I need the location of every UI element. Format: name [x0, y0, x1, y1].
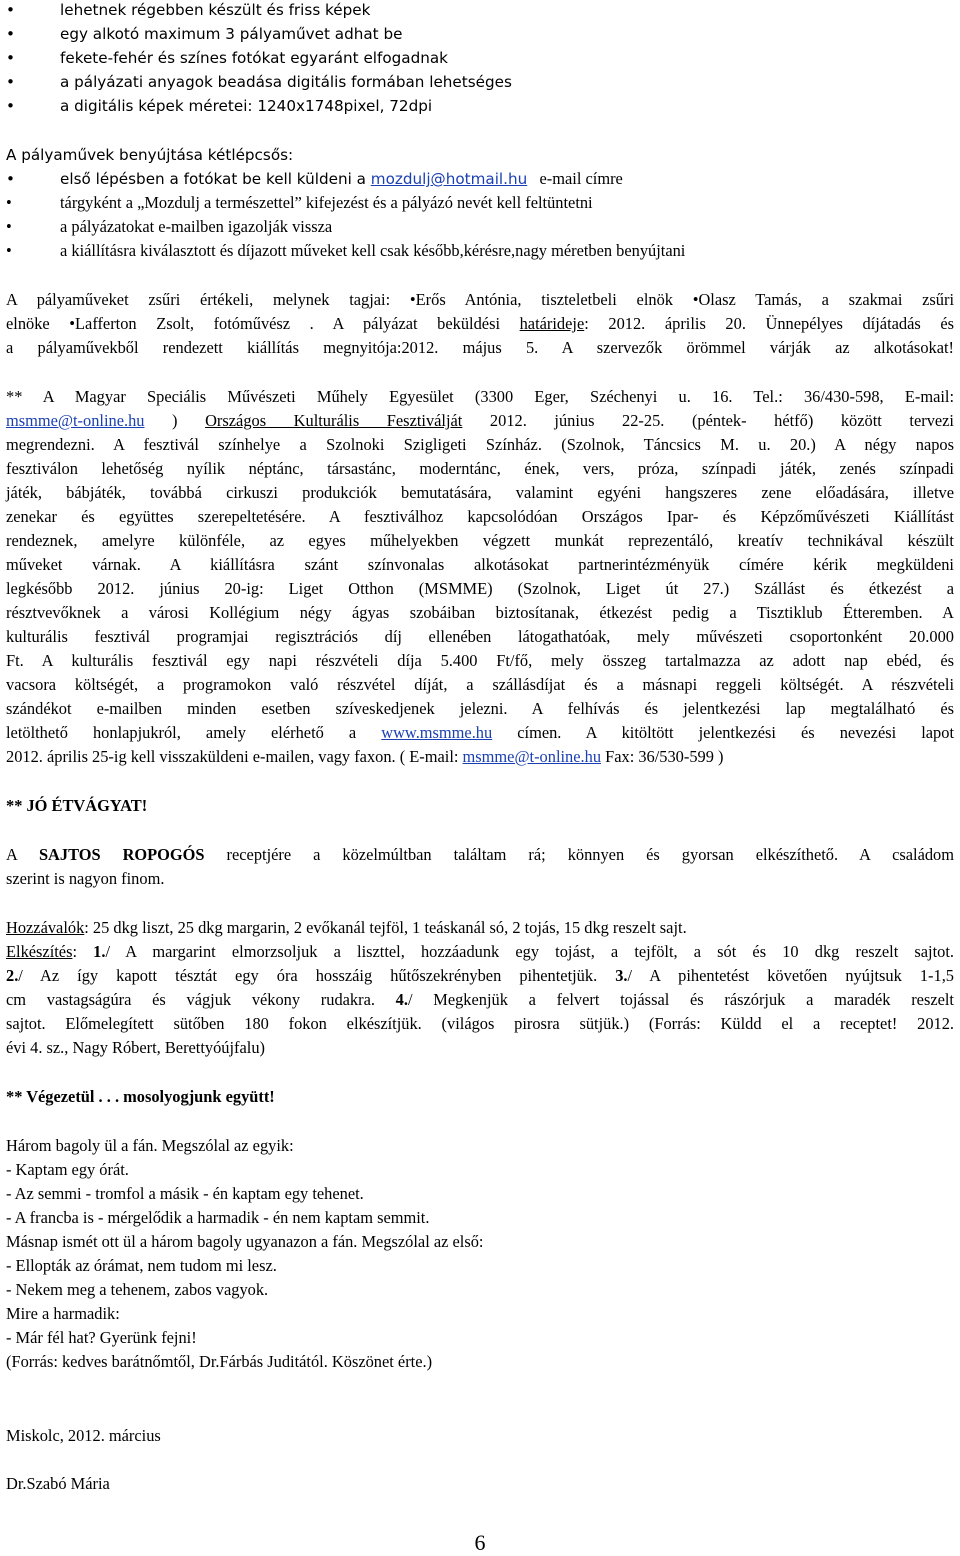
recipe-intro: [6, 845, 954, 865]
step2-text: tárgyként a „Mozdulj a természettel” kifejezést és a pályázó nevét kell feltüntetni: [60, 193, 593, 212]
festival-line: szándékot e-mailben minden esetben szíveskedjenek jelezni. A felhívás és jelentkezési lap megtalálható és: [6, 699, 954, 718]
text: ): [144, 411, 206, 430]
step3-text: a pályázatokat e-mailben igazolják vissza: [60, 217, 333, 236]
text: Fax: 36/530-599 ): [601, 747, 724, 766]
heading-text: ** JÓ ÉTVÁGYAT!: [6, 796, 148, 815]
text: 2012. június 22-25. (péntek- hétfő) között tervezi: [462, 411, 954, 430]
list-item-text: a digitális képek méretei: 1240x1748pixel, 72dpi: [60, 97, 433, 115]
place-date: Miskolc, 2012. március: [6, 1426, 161, 1445]
joke-line: Mire a harmadik:: [6, 1304, 120, 1323]
step-number: 1.: [93, 942, 106, 961]
joke-line: Másnap ismét ott ül a három bagoly ugyanazon a fán. Megszólal az első:: [6, 1232, 484, 1251]
ingredients-label: Hozzávalók: [6, 918, 85, 937]
list-item: [6, 48, 448, 68]
joke-line: - Kaptam egy órát.: [6, 1160, 129, 1179]
joke-line: - Nekem meg a tehenem, zabos vagyok.: [6, 1280, 269, 1299]
preparation-line: évi 4. sz., Nagy Róbert, Berettyóújfalu): [6, 1038, 265, 1057]
jury-line: a pályaművekből rendezett kiállítás megnyitója:2012. május 5. A szervezők örömmel várják az alkotásokat!: [6, 338, 954, 357]
list-item: [6, 0, 370, 20]
page-number: 6: [474, 1530, 486, 1555]
ingredients: [6, 918, 687, 938]
recipe-heading: [6, 796, 147, 816]
bullet: •: [6, 241, 12, 260]
text: / Az így kapott tésztát egy óra hosszáig hűtőszekrényben pihentetjük.: [18, 966, 616, 985]
text: 2012. április 25-ig kell visszaküldeni e-mailen, vagy faxon. ( E-mail:: [6, 747, 463, 766]
bullet: •: [6, 97, 15, 115]
list-item-text: egy alkotó maximum 3 pályaművet adhat be: [60, 25, 403, 43]
list-item-text: fekete-fehér és színes fotókat egyaránt elfogadnak: [60, 49, 448, 67]
recipe-name: SAJTOS ROPOGÓS: [38, 845, 205, 864]
bullet: •: [6, 1, 15, 19]
festival-line: legkésőbb 2012. június 20-ig: Liget Otthon (MSMME) (Szolnok, Liget út 27.) Szállást és étkezést a: [6, 579, 954, 598]
text: :: [72, 942, 94, 961]
joke-heading: [6, 1087, 275, 1107]
preparation-line: [6, 990, 954, 1010]
bullet: •: [6, 217, 12, 236]
list-item: [6, 217, 332, 237]
list-item-text: a pályázati anyagok beadása digitális formában lehetséges: [60, 73, 512, 91]
email-link[interactable]: msmme@t-online.hu: [462, 747, 602, 766]
preparation-line: [6, 942, 954, 962]
preparation-line: [6, 966, 954, 986]
joke-line: - Már fél hat? Gyerünk fejni!: [6, 1328, 197, 1347]
list-item: [6, 241, 685, 261]
website-link[interactable]: www.msmme.hu: [381, 723, 493, 742]
text: címen. A kitöltött jelentkezési és nevezési lapot: [492, 723, 954, 742]
joke-line: - A francba is - mérgelődik a harmadik - én nem kaptam semmit.: [6, 1208, 430, 1227]
joke-line: - Ellopták az órámat, nem tudom mi lesz.: [6, 1256, 277, 1275]
festival-line: vacsora költségét, a programokon való részvétel díját, a szállásdíjat és a másnapi reggeli költségét. A részvételi: [6, 675, 954, 694]
preparation-line: sajtot. Előmelegített sütőben 180 fokon elkészítjük. (világos pirosra sütjük.) (Forrás: Küldd el a receptet! 2012.: [6, 1014, 954, 1033]
step4-text: a kiállításra kiválasztott és díjazott műveket kell csak később,kérésre,nagy méretben benyújtani: [60, 241, 686, 260]
list-item-text: lehetnek régebben készült és friss képek: [60, 1, 371, 19]
text: letölthető honlapjukról, amely elérhető a: [6, 723, 382, 742]
festival-line: Ft. A kulturális fesztivál egy napi részvételi díja 5.400 Ft/fő, mely összeg tartalmazza az adott nap ebéd, és: [6, 651, 954, 670]
festival-line: résztvevőknek a városi Kollégium négy ágyas szobáiban biztosítanak, étkezést pedig a Tisztiklub Étteremben. A: [6, 603, 954, 622]
step-number: 2.: [6, 966, 19, 985]
festival-line: játék, bábjáték, továbbá cirkuszi produkciók bemutatására, valamint egyéni hangszeres zene előadására, illetve: [6, 483, 954, 502]
deadline-text: határideje: [519, 314, 585, 333]
bullet: •: [6, 170, 15, 188]
email-link[interactable]: msmme@t-online.hu: [6, 411, 145, 430]
bullet: •: [6, 49, 15, 67]
list-item: [6, 72, 512, 92]
list-item: [6, 193, 593, 213]
email-link[interactable]: mozdulj@hotmail.hu: [370, 170, 528, 188]
heading-text: ** Végezetül . . . mosolyogjunk együtt!: [6, 1087, 275, 1106]
festival-line: [6, 411, 954, 431]
joke-line: (Forrás: kedves barátnőmtől, Dr.Fárbás Juditától. Köszönet érte.): [6, 1352, 433, 1371]
step1-text: első lépésben a fotókat be kell küldeni a: [60, 170, 366, 188]
recipe-intro: szerint is nagyon finom.: [6, 869, 165, 888]
step-number: 3.: [615, 966, 628, 985]
text: / A pihentetést követően nyújtsuk 1-1,5: [627, 966, 955, 985]
list-item: [6, 169, 623, 189]
text: elnöke •Lafferton Zsolt, fotóművész . A pályázat beküldési: [6, 314, 520, 333]
list-item: [6, 24, 402, 44]
submission-intro: A pályaművek benyújtása kétlépcsős:: [6, 146, 294, 164]
festival-line: rendeznek, amelyre különféle, az egyes műhelyekben végzett munkát reprezentáló, kreatív technikával készült: [6, 531, 954, 550]
step-number: 4.: [395, 990, 408, 1009]
step1-suffix: e-mail címre: [539, 169, 623, 188]
festival-line: zenekar és együttes szerepeltetésére. A fesztiválhoz kapcsolódóan Országos Ipar- és Képzőművészeti Kiállítást: [6, 507, 954, 526]
author-name: Dr.Szabó Mária: [6, 1474, 110, 1493]
festival-line: ** A Magyar Speciális Művészeti Műhely Egyesület (3300 Eger, Széchenyi u. 16. Tel.: 36/430-598, E-mail:: [6, 387, 954, 406]
bullet: •: [6, 25, 15, 43]
preparation-label: Elkészítés: [6, 942, 73, 961]
festival-line: [6, 747, 954, 767]
list-item: [6, 96, 432, 116]
jury-line: [6, 314, 954, 334]
ingredients-text: : 25 dkg liszt, 25 dkg margarin, 2 evőkanál tejföl, 1 teáskanál só, 2 tojás, 15 dkg reszelt sajt.: [84, 918, 687, 937]
text: cm vastagságúra és vágjuk vékony rudakra.: [6, 990, 396, 1009]
text: / A margarint elmorzsoljuk a liszttel, hozzáadunk egy tojást, a tejfölt, a sót és 10 dkg reszelt sajtot.: [105, 942, 954, 961]
festival-line: megrendezni. A fesztivál színhelye a Szolnoki Szigligeti Színház. (Szolnok, Táncsics M. u. 20.) A négy napos: [6, 435, 954, 454]
festival-line: [6, 723, 954, 743]
joke-line: Három bagoly ül a fán. Megszólal az egyik:: [6, 1136, 294, 1155]
bullet: •: [6, 73, 15, 91]
text: A: [6, 845, 39, 864]
festival-line: műveket várnak. A kiállításra szánt színvonalas alkotásokat partnerintézményük címére kérik megküldeni: [6, 555, 954, 574]
joke-line: - Az semmi - tromfol a másik - én kaptam egy tehenet.: [6, 1184, 364, 1203]
text: / Megkenjük a felvert tojással és rászórjuk a maradék reszelt: [407, 990, 954, 1009]
text: receptjére a közelmúltban találtam rá; könnyen és gyorsan elkészíthető. A családom: [204, 845, 954, 864]
jury-line: A pályaműveket zsűri értékeli, melynek tagjai: •Erős Antónia, tiszteletbeli elnök •Olasz Tamás, a szakmai zsűri: [6, 290, 954, 309]
bullet: •: [6, 193, 12, 212]
festival-line: fesztiválon lehetőség nyílik néptánc, társastánc, moderntánc, ének, vers, próza, színpadi játék, zenés színpadi: [6, 459, 954, 478]
text: : 2012. április 20. Ünnepélyes díjátadás és: [584, 314, 954, 333]
festival-line: kulturális fesztivál programjai regisztrációs díj ellenében látogathatóak, mely művészeti csoportonként 20.000: [6, 627, 954, 646]
festival-name: Országos Kulturális Fesztiválját: [205, 411, 463, 430]
